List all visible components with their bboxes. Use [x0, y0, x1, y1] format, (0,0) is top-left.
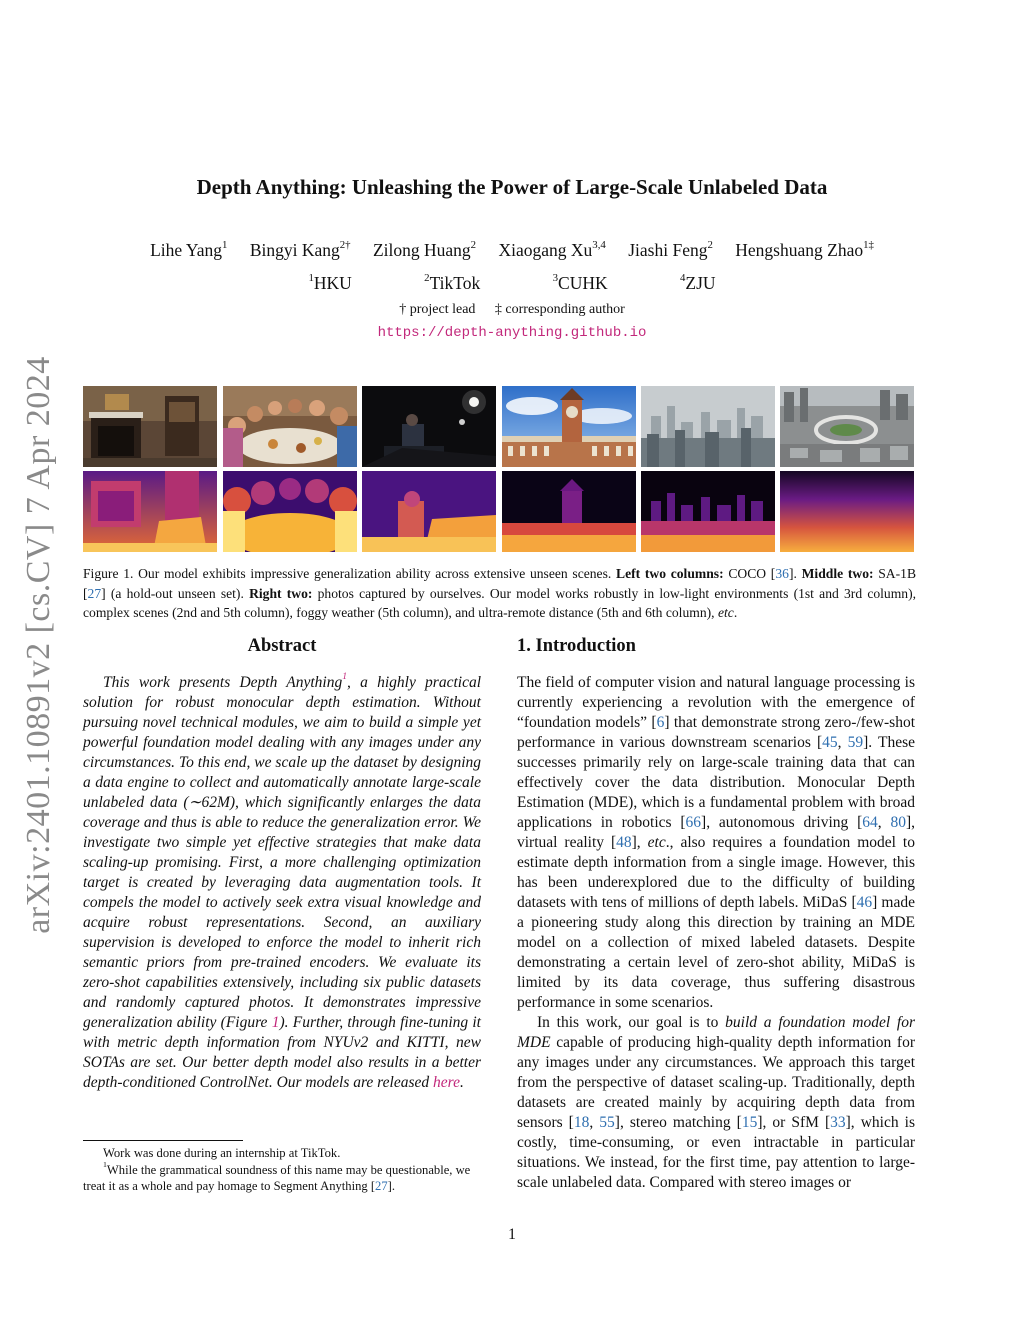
abstract-heading: Abstract — [247, 636, 317, 656]
affiliation: $^3$CUHK — [552, 271, 608, 293]
project-url-link[interactable]: https://depth-anything.github.io — [377, 325, 647, 341]
photo-aerial-city — [780, 386, 914, 467]
author: Xiaogang Xu$^{3,4}$ — [498, 238, 606, 260]
figure-ref-link[interactable]: 1 — [271, 1014, 280, 1031]
depth-map-group-dinner — [223, 471, 357, 552]
citation-link[interactable]: 33 — [830, 1114, 846, 1131]
citation-link[interactable]: 55 — [599, 1114, 615, 1131]
author: Hengshuang Zhao$^{1\ddagger}$ — [735, 238, 874, 260]
author: Jiashi Feng$^2$ — [628, 238, 713, 260]
citation-link[interactable]: 6 — [656, 714, 665, 731]
author-notes — [0, 302, 1024, 318]
intro-paragraph-2: In this work, our goal is to build a foundation model for MDE capable of producing high-quality depth information for any images under any circumstances. We approach this target from the perspective of dataset scaling-up. Traditionally, depth datasets are created mainly by acquiring depth data from sensors [18, 55], stereo matching [15], or SfM [33], which is costly, time-consuming, or even intractable in particular situations. We instead, for the first time, pay attention to large-scale unlabeled data. Compared with stereo images or — [517, 1014, 916, 1191]
citation-link[interactable]: 45 — [822, 734, 838, 751]
abstract-text: This work presents Depth Anything$^1$, a highly practical solution for robust monocular depth estimation. Without pursuing novel technical modules, we aim to build a simple yet powerful foundation model dealing with any images under any circumstances. To this end, we scale up the dataset by designing a data engine to collect and automatically annotate large-scale unlabeled data (∼62M), which significantly enlarges the data coverage and thus is able to reduce the generalization error. We investigate two simple yet effective strategies that make data scaling-up promising. First, a more challenging optimization target is created by leveraging data augmentation tools. It compels the model to actively seek extra visual knowledge and acquire robust representations. Second, an auxiliary supervision is developed to enforce the model to inherit rich semantic priors from pre-trained encoders. We evaluate its zero-shot capabilities extensively, including six public datasets and randomly captured photos. It demonstrates impressive generalization ability (Figure 1). Further, through fine-tuning it with metric depth information from NYUv2 and KITTI, new SOTAs are set. Our better depth model also results in a better depth-conditioned ControlNet. Our models are released here. — [83, 671, 482, 1091]
photo-clock-tower — [502, 386, 636, 467]
intro-paragraph-1: The field of computer vision and natural language processing is currently experiencing a revolution with the emergence of “foundation models” [6] that demonstrate strong zero-/few-shot performance in various downstream scenarios [45, 59]. These successes primarily rely on large-scale training data that can effectively cover the data distribution. Monocular Depth Estimation (MDE), which is a fundamental problem with broad applications in robotics [66], autonomous driving [64, 80], virtual reality [48], etc., also requires a foundation model to estimate depth information from a single image. However, this has been underexplored due to the difficulty of building datasets with tens of millions of depth labels. MiDaS [46] made a pioneering study along this direction by training an MDE model on a collection of mixed labeled datasets. Despite demonstrating a certain level of zero-shot ability, MiDaS is limited by its data coverage, thus suffering disastrous performance in some scenarios. — [517, 674, 915, 1011]
author-list — [0, 240, 1024, 261]
footnote-divider — [83, 1140, 243, 1141]
footnote-internship: Work was done during an internship at TikTok. — [103, 1146, 341, 1160]
depth-map-indoor-room — [83, 471, 217, 552]
depth-map-foggy-city — [641, 471, 775, 552]
photo-foggy-city — [641, 386, 775, 467]
introduction-heading: 1. Introduction — [517, 636, 636, 656]
paper-title: Depth Anything: Unleashing the Power of Large-Scale Unlabeled Data — [196, 175, 828, 199]
footnote-ref-link[interactable]: 1 — [342, 671, 348, 683]
citation-link[interactable]: 80 — [890, 814, 906, 831]
models-here-link[interactable]: here — [433, 1074, 460, 1091]
author: Zilong Huang$^2$ — [372, 238, 477, 260]
footnote-1: $^1$While the grammatical soundness of this name may be questionable, we treat it as a whole and pay homage to Segment Anything [27]. — [83, 1160, 471, 1193]
citation-link[interactable]: 27 — [375, 1179, 388, 1193]
depth-map-clock-tower — [502, 471, 636, 552]
photo-dark-stage — [362, 386, 496, 467]
citation-link[interactable]: 46 — [856, 894, 873, 911]
arxiv-stamp-text: arXiv:2401.10891v2 [cs.CV] 7 Apr 2024 — [20, 356, 57, 934]
depth-map-aerial-city — [780, 471, 914, 552]
citation-link[interactable]: 27 — [87, 585, 102, 601]
introduction-text — [517, 673, 915, 1193]
citation-link[interactable]: 15 — [741, 1114, 758, 1131]
citation-link[interactable]: 36 — [775, 566, 789, 581]
affiliation: $^1$HKU — [308, 271, 352, 293]
affiliation: $^4$ZJU — [680, 271, 716, 293]
figure-1-caption: Figure 1. Our model exhibits impressive generalization ability across extensive unseen scenes. Left two columns: COCO [36]. Middle two: SA-1B [27] (a hold-out unseen set). Right two: photos captured by ourselves. Our model works robustly in low-light environments (1st and 3rd column), complex scenes (2nd and 5th column), foggy weather (5th column), and ultra-remote distance (5th and 6th column), etc. — [83, 566, 917, 620]
citation-link[interactable]: 18 — [573, 1114, 590, 1131]
arxiv-stamp — [14, 356, 64, 934]
depth-map-dark-stage — [362, 471, 496, 552]
citation-link[interactable]: 64 — [862, 814, 878, 831]
author: Lihe Yang$^1$ — [150, 238, 228, 260]
photo-group-dinner — [223, 386, 357, 467]
footnotes — [83, 1145, 481, 1195]
citation-link[interactable]: 66 — [685, 814, 702, 831]
affiliation: $^2$TikTok — [424, 271, 481, 293]
affiliation-list — [0, 273, 1024, 294]
photo-indoor-room — [83, 386, 217, 467]
project-lead-note: † project lead — [399, 302, 476, 317]
citation-link[interactable]: 59 — [847, 734, 864, 751]
figure-1 — [83, 386, 916, 552]
citation-link[interactable]: 48 — [616, 834, 632, 851]
page-number: 1 — [508, 1226, 516, 1243]
author: Bingyi Kang$^{2\dagger}$ — [249, 238, 351, 260]
corresponding-author-note: ‡ corresponding author — [494, 302, 625, 317]
